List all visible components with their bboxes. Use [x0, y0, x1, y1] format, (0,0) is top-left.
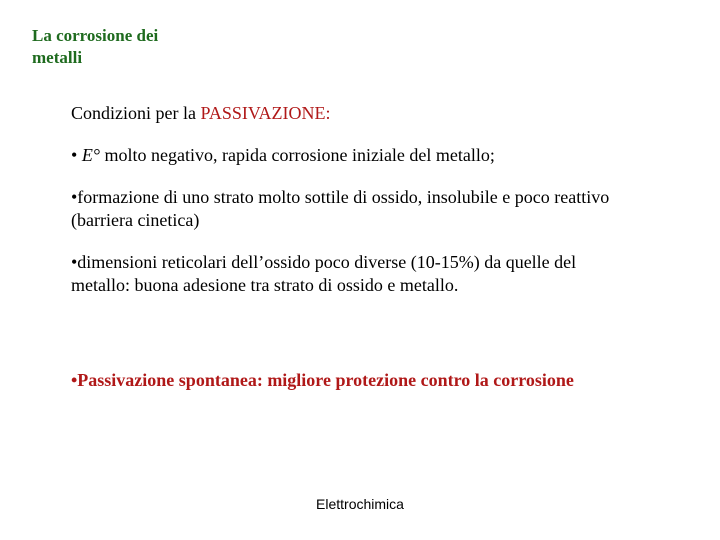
- passivazione-term: PASSIVAZIONE:: [200, 103, 331, 123]
- slide-content: [71, 102, 631, 392]
- slide-title-line2: metalli: [32, 48, 83, 67]
- bullet-potential-marker: •: [71, 145, 82, 165]
- bullet-potential: [71, 144, 631, 167]
- slide-footer: Elettrochimica: [316, 496, 404, 512]
- slide-title: [32, 25, 232, 69]
- bullet-spontaneous-passivation: •Passivazione spontanea: migliore protezione contro la corrosione: [71, 370, 574, 390]
- bullet-potential-text: molto negativo, rapida corrosione iniziale del metallo;: [100, 145, 495, 165]
- standard-potential-symbol: E°: [81, 145, 101, 165]
- conditions-heading: [71, 102, 631, 125]
- conditions-heading-prefix: Condizioni per la: [71, 103, 201, 123]
- slide-title-line1: La corrosione dei: [32, 26, 159, 45]
- bullet-lattice-dimensions: •dimensioni reticolari dell’ossido poco diverse (10-15%) da quelle del metallo: buona adesione tra strato di ossido e metallo.: [71, 252, 577, 295]
- bullet-oxide-layer: •formazione di uno strato molto sottile di ossido, insolubile e poco reattivo (barriera cinetica): [71, 187, 610, 230]
